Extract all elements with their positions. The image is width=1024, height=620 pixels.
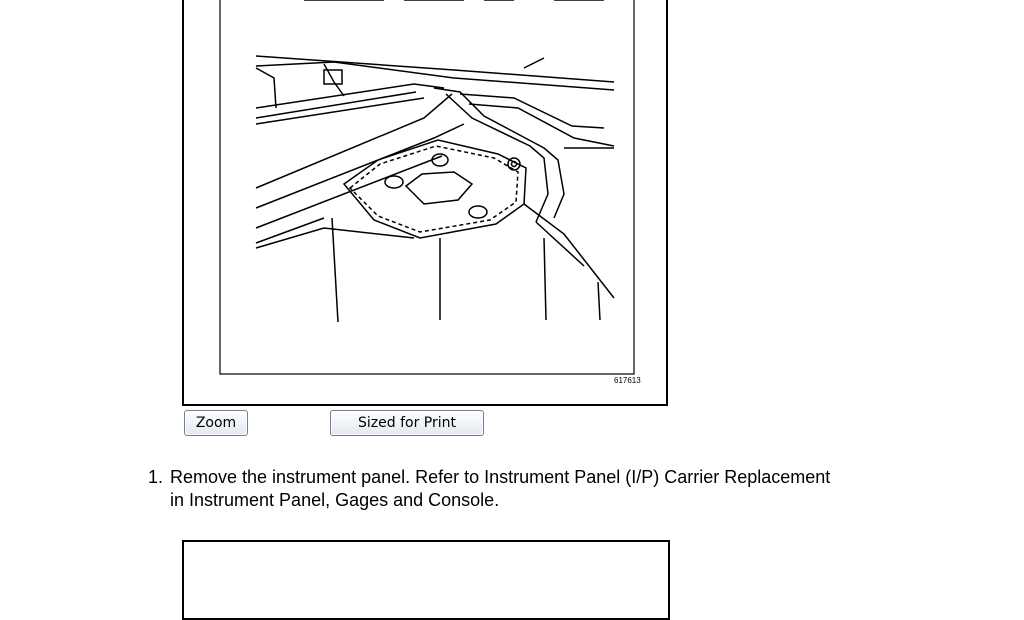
figure-frame-2 bbox=[182, 540, 670, 620]
procedure-steps bbox=[148, 466, 848, 512]
step-text: Remove the instrument panel. Refer to Instrument Panel (I/P) Carrier Replacement in Instrument Panel, Gages and Console. bbox=[170, 467, 831, 510]
figure-id-label: 617613 bbox=[614, 376, 641, 385]
sized-for-print-button[interactable]: Sized for Print bbox=[330, 410, 484, 436]
zoom-button[interactable]: Zoom bbox=[184, 410, 248, 436]
figure-frame bbox=[182, 0, 668, 406]
list-item bbox=[148, 466, 848, 512]
instrument-panel-illustration bbox=[184, 0, 670, 408]
step-number: 1. bbox=[148, 467, 164, 487]
